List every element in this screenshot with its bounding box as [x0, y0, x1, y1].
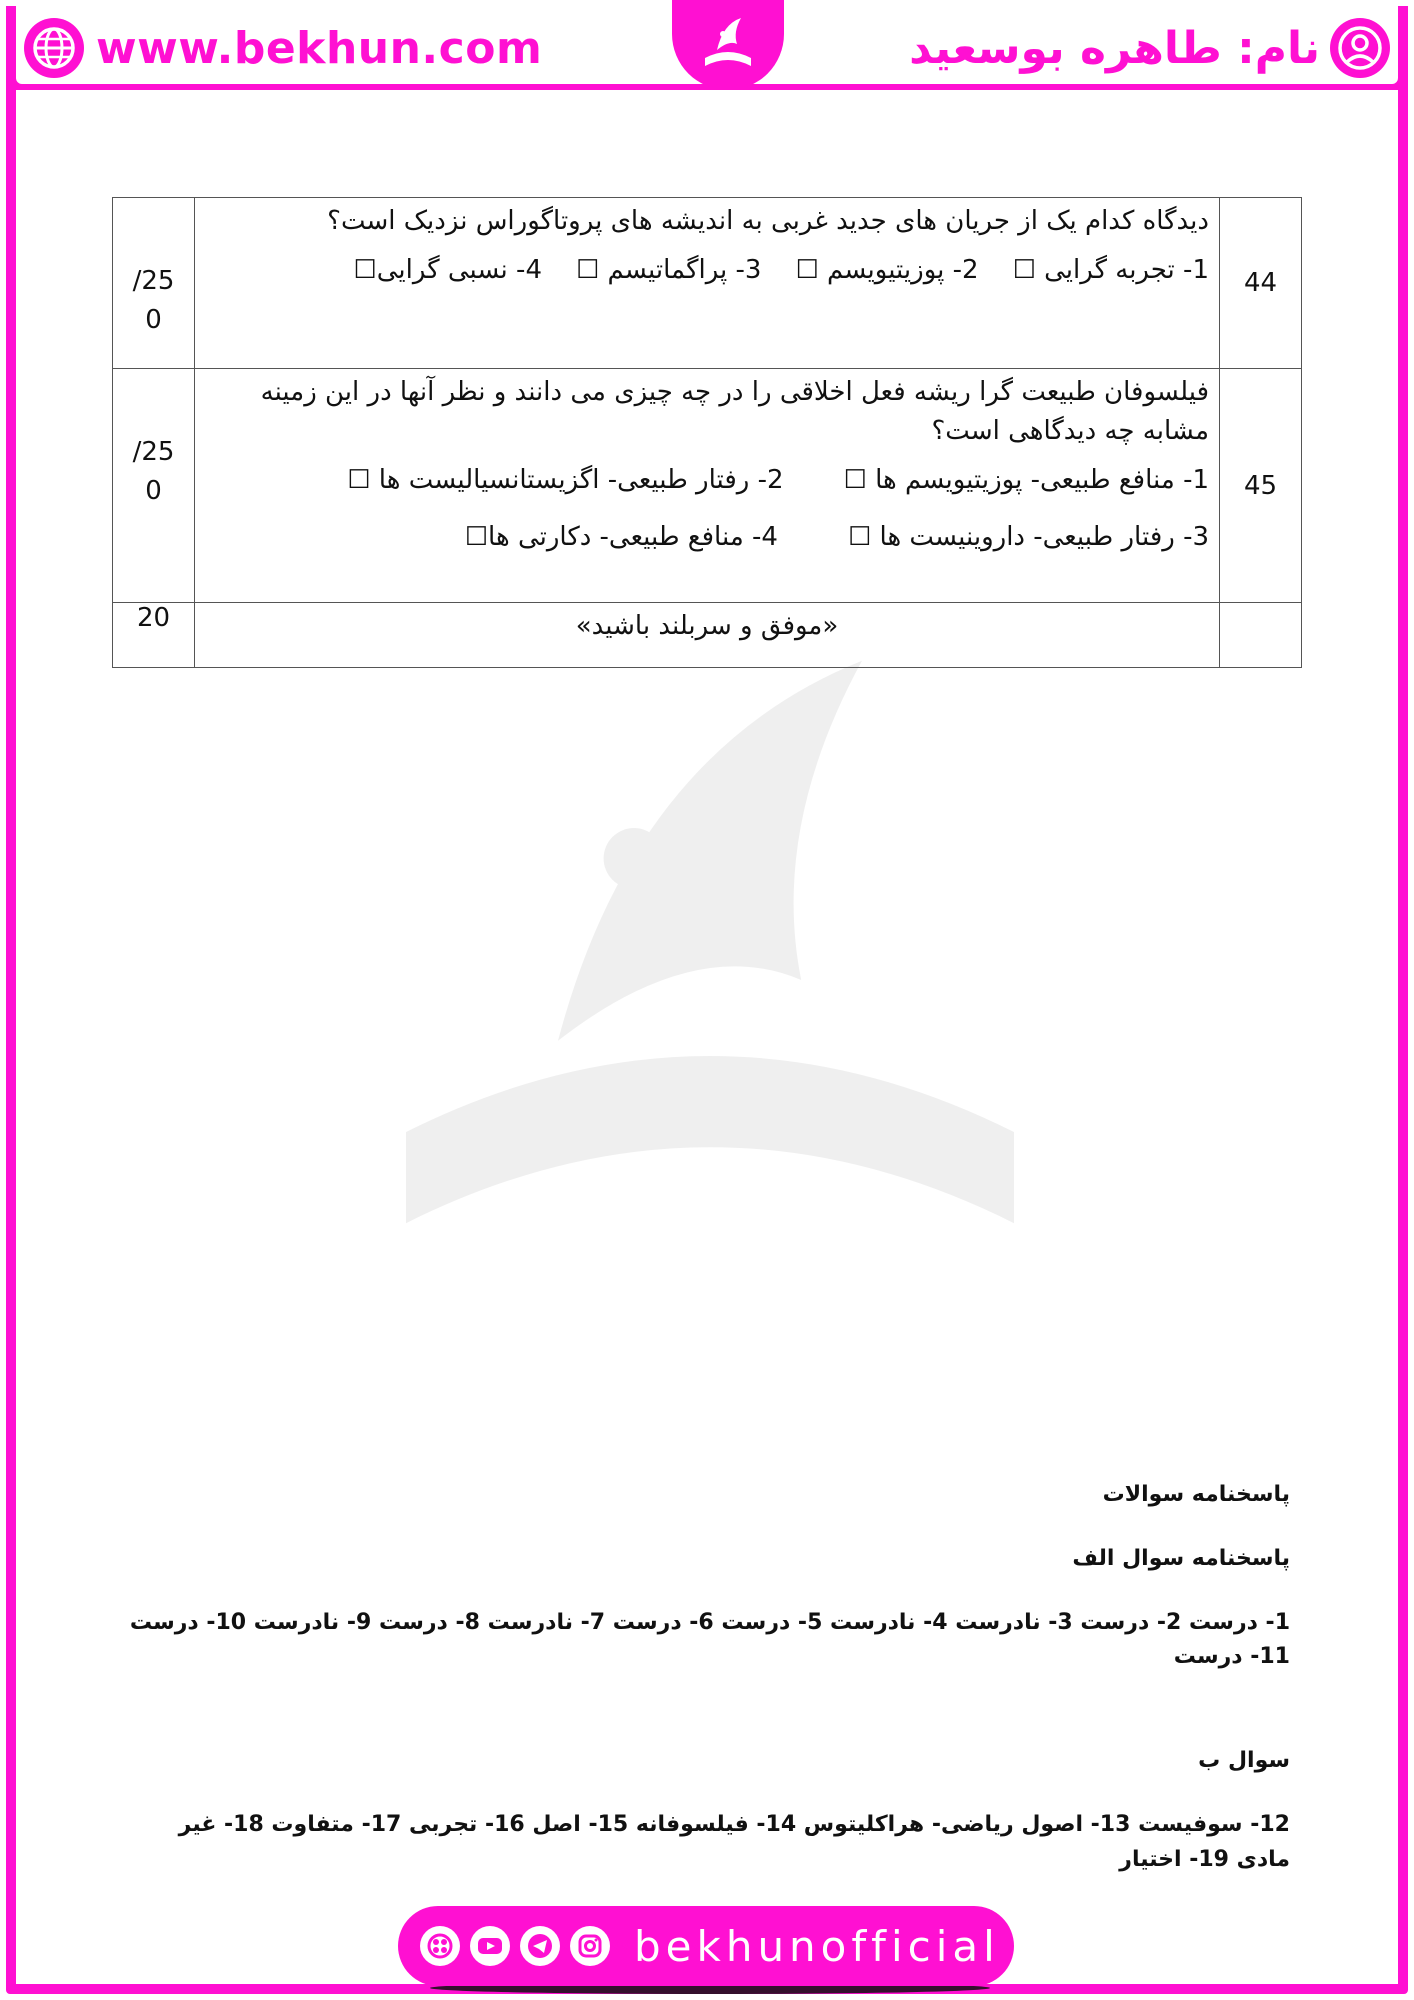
- answer-key-title: پاسخنامه سوالات: [1102, 1482, 1290, 1507]
- question-cell: [195, 369, 1220, 603]
- name-label: نام: طاهره بوسعید: [909, 22, 1320, 74]
- social-bar: [398, 1906, 1014, 1986]
- total-score: 20: [113, 603, 195, 668]
- score-cell: [113, 369, 195, 603]
- student-name: [909, 18, 1390, 78]
- social-handle: bekhunofficial: [634, 1921, 1000, 1971]
- questions-table: [112, 197, 1302, 668]
- options-row: [205, 518, 1209, 557]
- aparat-icon[interactable]: [420, 1926, 460, 1966]
- option[interactable]: 4- منافع طبیعی- دکارتی ها☐: [464, 522, 778, 552]
- score-value: /25 0: [132, 266, 175, 335]
- score-value: /25 0: [132, 437, 175, 506]
- options-row: [205, 251, 1209, 290]
- closing-text: «موفق و سربلند باشید»: [195, 603, 1220, 668]
- globe-icon: [24, 18, 84, 78]
- option[interactable]: 1- منافع طبیعی- پوزیتیویسم ها ☐: [843, 465, 1209, 495]
- question-number: 44: [1220, 198, 1302, 369]
- website-text: www.bekhun.com: [96, 22, 543, 74]
- website-link[interactable]: [24, 18, 542, 78]
- option[interactable]: 2- رفتار طبیعی- اگزیستانسیالیست ها ☐: [347, 465, 784, 495]
- telegram-icon[interactable]: [520, 1926, 560, 1966]
- option[interactable]: 3- پراگماتیسم ☐: [575, 255, 762, 285]
- youtube-icon[interactable]: [470, 1926, 510, 1966]
- section-a-answers: 1- درست 2- درست 3- نادرست 4- نادرست 5- درست 6- درست 7- نادرست 8- درست 9- نادرست 10- درست 11- درست: [129, 1610, 1290, 1670]
- section-a-title: پاسخنامه سوال الف: [1072, 1546, 1290, 1572]
- table-row: [113, 603, 1302, 668]
- table-row: [113, 198, 1302, 369]
- question-cell: [195, 198, 1220, 369]
- question-number: [1220, 603, 1302, 668]
- option[interactable]: 2- پوزیتیویسم ☐: [795, 255, 979, 285]
- table-row: [113, 369, 1302, 603]
- section-b-title: سوال ب: [1198, 1748, 1290, 1774]
- options-row: [205, 461, 1209, 500]
- option[interactable]: 3- رفتار طبیعی- داروینیست ها ☐: [847, 522, 1209, 552]
- answer-key: [120, 1478, 1290, 1907]
- question-text: فیلسوفان طبیعت گرا ریشه فعل اخلاقی را در چه چیزی می دانند و نظر آنها در این زمینه مشابه چه دیدگاهی است؟: [260, 377, 1209, 446]
- question-number: 45: [1220, 369, 1302, 603]
- option[interactable]: 1- تجربه گرایی ☐: [1012, 255, 1209, 285]
- user-icon: [1330, 18, 1390, 78]
- section-b-answers: 12- سوفیست 13- اصول ریاضی- هراکلیتوس 14- فیلسوفانه 15- اصل 16- تجربی 17- متفاوت 18- غیر مادی 19- اختیار: [178, 1812, 1290, 1872]
- question-text: دیدگاه کدام یک از جریان های جدید غربی به اندیشه های پروتاگوراس نزدیک است؟: [327, 206, 1209, 236]
- option[interactable]: 4- نسبی گرایی☐: [353, 255, 542, 285]
- instagram-icon[interactable]: [570, 1926, 610, 1966]
- score-cell: [113, 198, 195, 369]
